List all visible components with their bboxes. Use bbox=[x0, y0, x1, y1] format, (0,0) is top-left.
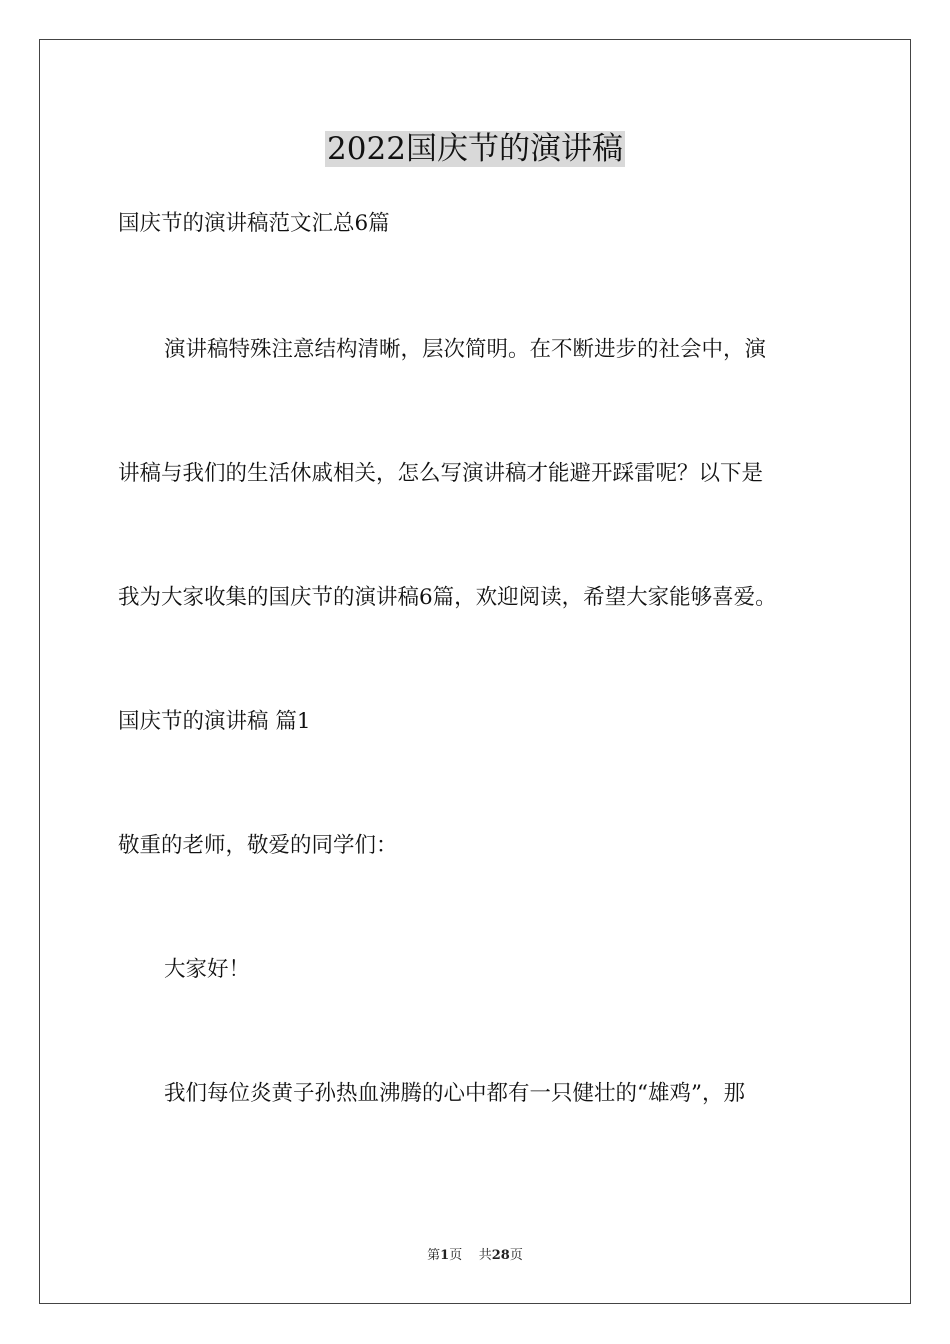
page-footer bbox=[0, 1247, 950, 1265]
footer-page-prefix: 第 bbox=[427, 1248, 441, 1263]
document-title-text: 2022国庆节的演讲稿 bbox=[327, 131, 623, 167]
footer-page-suffix: 页 bbox=[449, 1248, 463, 1263]
paragraph-line-2: 讲稿与我们的生活休戚相关，怎么写演讲稿才能避开踩雷呢？以下是 bbox=[118, 461, 764, 486]
section-heading: 国庆节的演讲稿 篇1 bbox=[118, 709, 311, 734]
greeting: 大家好！ bbox=[164, 957, 251, 982]
footer-total-prefix: 共 bbox=[478, 1248, 492, 1263]
document-subtitle: 国庆节的演讲稿范文汇总6篇 bbox=[118, 211, 390, 236]
paragraph-line-3: 我为大家收集的国庆节的演讲稿6篇，欢迎阅读，希望大家能够喜爱。 bbox=[118, 585, 777, 610]
paragraph-line-4: 我们每位炎黄子孙热血沸腾的心中都有一只健壮的“雄鸡”，那 bbox=[164, 1081, 745, 1106]
document-title bbox=[0, 127, 950, 171]
paragraph-line-1: 演讲稿特殊注意结构清晰，层次简明。在不断进步的社会中，演 bbox=[164, 337, 767, 362]
footer-total-suffix: 页 bbox=[509, 1248, 523, 1263]
footer-page-number: 1 bbox=[440, 1248, 450, 1263]
footer-total-pages: 28 bbox=[491, 1248, 510, 1263]
salutation: 敬重的老师，敬爱的同学们： bbox=[118, 833, 398, 858]
